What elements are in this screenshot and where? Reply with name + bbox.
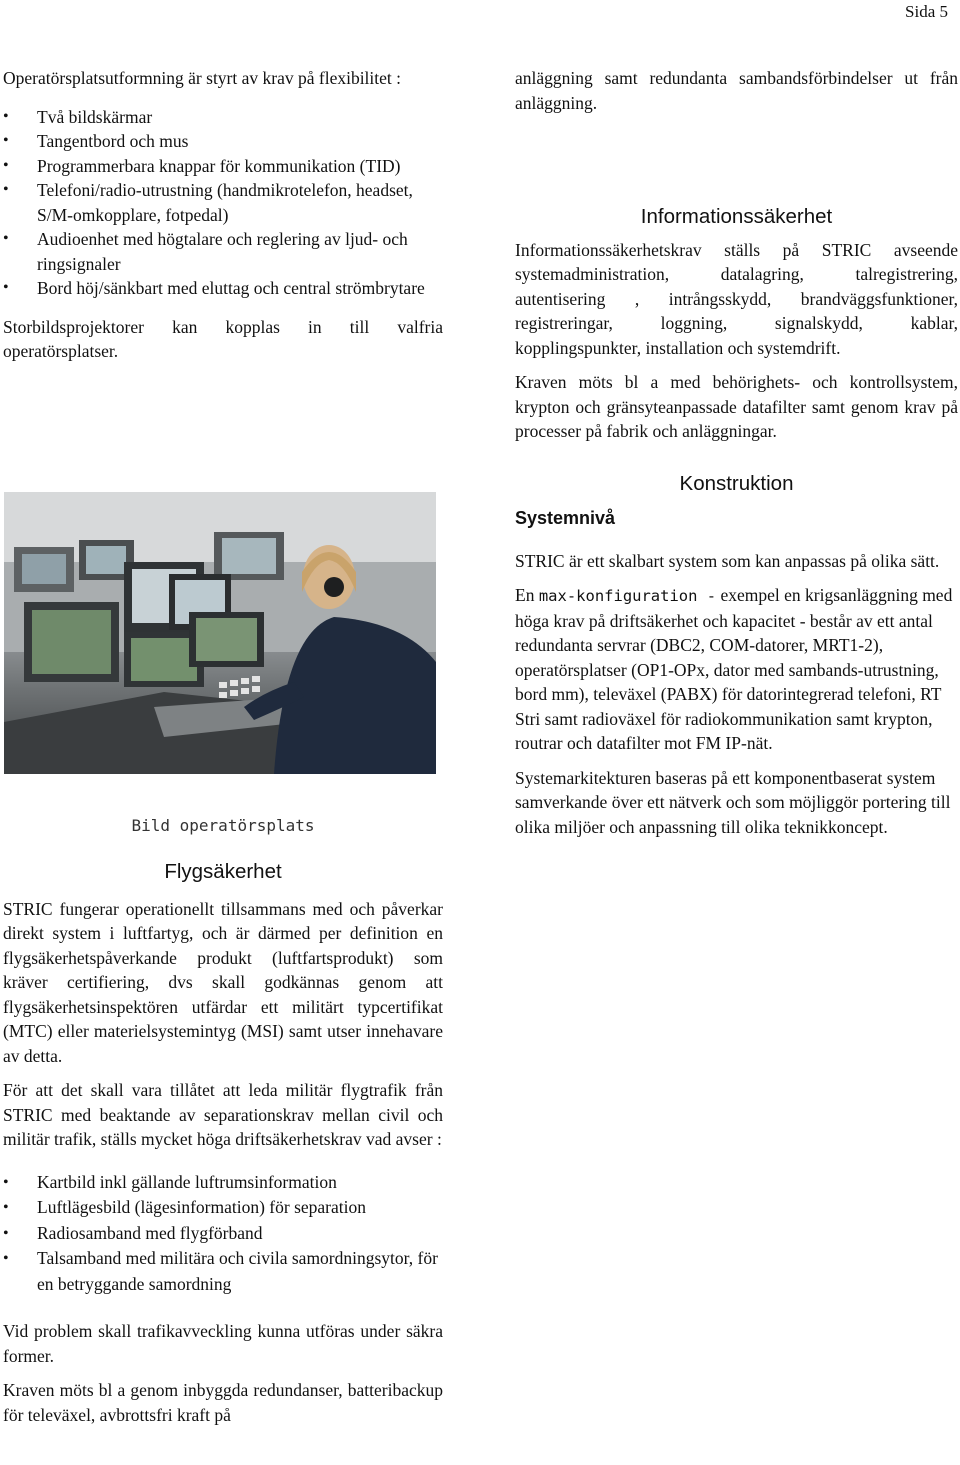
information-security-paragraph-1: Informationssäkerhetskrav ställs på STRIC avseende systemadministration, datalagring, talregistrering, autentisering , intrångsskydd, brandväggsfunktioner, registreringar, loggning, signalskydd, kablar, kopplingspunkter, installation och systemdrift.	[515, 239, 958, 358]
flight-safety-paragraph-2: För att det skall vara tillåtet att leda militär flygtrafik från STRIC med beaktande av separationskrav mellan civil och militär trafik, ställs mycket höga driftsäkerhetskrav vad avser :	[3, 1080, 443, 1149]
photo-caption: Bild operatörsplats	[131, 816, 315, 835]
intro-paragraph: Operatörsplatsutformning är styrt av krav på flexibilitet :	[3, 68, 402, 88]
list-item: • Tangentbord och mus	[3, 129, 443, 154]
operator-requirements-list	[3, 105, 443, 301]
operator-workstation-illustration	[4, 492, 436, 774]
construction-paragraph-1: STRIC är ett skalbart system som kan anpassas på olika sätt.	[515, 550, 940, 571]
max-configuration-term: max-konfiguration -	[538, 587, 717, 605]
flight-safety-requirements-list	[3, 1170, 443, 1298]
construction-paragraph-2-rest: exempel en krigsanläggning med höga krav på driftsäkerhet och kapacitet - består av ett antal redundanta servrar (DBC2, COM-datorer, MRT1-2), operatörsplatser (OP1-OPx, dator med sambands-utrustning, bord mm), televäxel (PABX) för datorintegrerad telefoni, RT Stri samt radioväxel för radiokommunikation samt krypton, routrar och datafilter mot FM IP-nät.	[515, 585, 953, 753]
construction-paragraph-2	[515, 583, 958, 756]
construction-paragraph-3: Systemarkitekturen baseras på ett komponentbaserat system samverkande över ett nätverk och som möjliggör portering till olika miljöer och anpassning till olika teknikkoncept.	[515, 767, 951, 837]
continuation-paragraph: anläggning samt redundanta sambandsförbindelser ut från anläggning.	[515, 68, 958, 113]
left-column-upper	[3, 66, 443, 364]
flight-safety-paragraph-3: Vid problem skall trafikavveckling kunna utföras under säkra former.	[3, 1321, 443, 1366]
list-item: • Telefoni/radio-utrustning (handmikrotelefon, headset, S/M-omkopplare, fotpedal)	[3, 178, 443, 227]
construction-paragraph-2-lead: En	[515, 585, 535, 605]
page-number: Sida 5	[905, 2, 948, 21]
list-item: • Luftlägesbild (lägesinformation) för separation	[3, 1195, 443, 1221]
list-item: • Programmerbara knappar för kommunikation (TID)	[3, 154, 443, 179]
list-item: • Två bildskärmar	[3, 105, 443, 130]
projectors-paragraph: Storbildsprojektorer kan kopplas in till valfria operatörsplatser.	[3, 316, 443, 361]
left-column-lower	[3, 860, 443, 1427]
flight-safety-paragraph-1: STRIC fungerar operationellt tillsammans med och påverkar direkt system i luftfartyg, och är därmed per definition en flygsäkerhetspåverkande produkt (luftfartsprodukt) som kräver certifiering, dvs skall godkännas genom att flygsäkerhetsinspektören utfärdar ett militärt typcertifikat (MTC) eller materielsystemintyg (MSI) samt utser innehavare av detta.	[3, 898, 443, 1066]
information-security-paragraph-2: Kraven möts bl a med behörighets- och kontrollsystem, krypton och gränsyteanpassade datafilter samt genom krav på processer på fabrik och anläggningar.	[515, 372, 958, 441]
operator-workstation-photo	[4, 492, 436, 774]
construction-heading: Konstruktion	[679, 471, 794, 495]
list-item: • Radiosamband med flygförband	[3, 1221, 443, 1247]
system-level-subheading: Systemnivå	[515, 508, 616, 528]
flight-safety-heading: Flygsäkerhet	[164, 860, 282, 883]
information-security-heading: Informationssäkerhet	[640, 205, 833, 228]
flight-safety-paragraph-4: Kraven möts bl a genom inbyggda redundanser, batteribackup för televäxel, avbrottsfri kraft på	[3, 1380, 443, 1425]
list-item: • Talsamband med militära och civila samordningsytor, för en betryggande samordning	[3, 1246, 443, 1297]
list-item: • Kartbild inkl gällande luftrumsinformation	[3, 1170, 443, 1196]
list-item: • Audioenhet med högtalare och reglering av ljud- och ringsignaler	[3, 227, 443, 276]
right-column	[515, 66, 958, 839]
list-item: • Bord höj/sänkbart med eluttag och central strömbrytare	[3, 276, 443, 301]
